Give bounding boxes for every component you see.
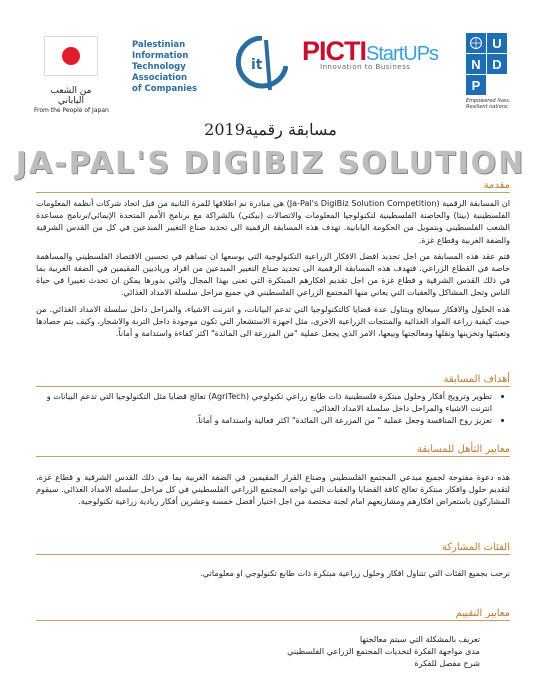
section-heading: معايير التأهل للمسابقة — [36, 444, 510, 457]
categories-paragraph: نرحب بجميع الفئات التي تتناول افكار وحلول زراعية مبتكرة ذات طابع تكنولوجي او معلوماتي. — [200, 568, 510, 578]
section-heading: مقدمة — [36, 180, 510, 193]
evaluation-section — [36, 608, 510, 670]
undp-tagline: Empowered lives. Resilient nations. — [466, 98, 511, 110]
picti-tagline: Innovation to Business — [320, 63, 411, 71]
goal-item: • تطوير وترويج أفكار وحلول مبتكرة فلسطينية ذات طابع زراعي تكنولوجي (AgriTech) تعالج قضايا مثل التكنولوجيا التي تدعم البيانات و انترنت الاشياء والمراحل داخل سلسلة الامداد الغذائي. — [36, 390, 492, 414]
japan-flag-icon — [44, 36, 98, 76]
pita-line: Association — [132, 73, 188, 83]
undp-letter: P — [466, 75, 486, 95]
un-emblem-icon — [466, 33, 486, 53]
undp-letter: N — [466, 54, 486, 74]
section-heading: معايير التقييم — [36, 608, 510, 621]
pita-line: Technology — [132, 62, 186, 72]
pita-logo-text — [132, 40, 197, 95]
undp-letter: D — [487, 54, 507, 74]
section-heading: أهداف المسابقة — [36, 374, 510, 387]
japan-logo-english: From the People of Japan — [34, 107, 109, 114]
japan-logo-arabic: من الشعب الياباني — [50, 86, 92, 106]
competition-title: مسابقة رقمية2019 — [204, 120, 337, 139]
criteria-item: شرح مفصل للفكرة — [414, 658, 480, 669]
undp-logo — [466, 33, 511, 110]
eligibility-paragraph: هذه دعوة مفتوحة لجميع مبدعي المجتمع الفلسطيني وصناع القرار المقيمين في الضفة الغربية بما في ذلك القدس الشرقية و قطاع غزة، لتقديم حلول وافكار مبتكرة تعالج كافة القضايا والعقبات التي تواجه المجتمع الزراعي الفلسطيني في كل مراحل سلسلة الامداد الغذائي. سيقوم المشاركون باستعراض افكارهم ومشاريعهم امام لجنة مختصة من اجل اختيار أفضل خمسة وعشرين أفكار ريادية زراعية تكنولوجية. — [36, 472, 510, 507]
goal-item: • تعزيز روح المنافسة وجعل عملية " من المزرعة الى المائدة" اكثر فعالية واستدامة و أماناً. — [36, 414, 492, 426]
picti-startups: StartUPs — [366, 43, 439, 65]
logo-bar — [0, 0, 541, 130]
pita-badge-text: it — [251, 57, 263, 73]
competition-banner: JA-PAL'S DIGIBIZ SOLUTION — [15, 146, 526, 181]
categories-section — [36, 542, 510, 579]
picti-logo — [302, 36, 450, 86]
eligibility-section — [36, 444, 510, 508]
pita-line: Palestinian — [132, 40, 186, 50]
intro-paragraph: هذه الحلول والافكار سيعالج ويتناول عدة قضايا كالتكنولوجيا التي تدعم البيانات، و انترنت الاشياء، والمراحل داخل سلسلة الامداد الغذائي. من حيث كيفية زراعة المواد الغذائية والمنتجات الزراعية الاخرى، مثل اجهزة الاستشعار التي تكون موجودة داخل التربة والاشجار، وكيف يتم حصادها وتعبئتها وتخزينها ونقلها ومعالجتها وبيعها، الامر الذي يجعل عملية "من المزرعة الى المائدة" اكثر كفاءة واستدامة و أماناً. — [36, 303, 510, 339]
japan-aid-logo — [34, 36, 109, 114]
intro-section — [36, 180, 510, 339]
pita-line: of Companies — [132, 84, 198, 94]
picti-brand: PICTI — [302, 36, 367, 66]
criteria-item: مدى مواجهة الفكرة لتحديات المجتمع الزراعي الفلسطيني — [287, 646, 480, 657]
intro-paragraph: فتم عقد هذه المسابقة من اجل تحديد افضل الافكار الزراعية التكنولوجية التي بوسعها ان تساهم في تحسين الاقتصاد الفلسطيني والمساهمة خاصة في القطاع الزراعي. فتهدف هذه المسابقة الرقمية الى تحديد صناع التغيير المبدعين من افراد ورياديين المقيمين في الضفة الغربية بما في ذلك القدس الشرقية و قطاع غزة من اجل تقديم افكارهم المبتكرة التي تعنى بهذا المجال والتي بدورها يمكن ان تحدث تغييرا في حياة الناس وتحل المشاكل والعقبات التي يعاني منها المجتمع الزراعي الفلسطيني في جميع مراحل سلسلة الامداد الغذائي. — [36, 250, 510, 298]
pita-emblem-icon — [236, 36, 288, 92]
goals-section — [36, 374, 510, 427]
intro-paragraph: ان المسابقة الرقمية (Ja-Pal's DigiBiz Solution Competition) هي مبادرة تم اطلاقها للمرة الثانية من قبل اتحاد شركات أنظمة المعلومات الفلسطينية (بيتا) والحاضنة الفلسطينية لتكنولوجيا المعلومات والاتصالات (بيكتي) بالشراكة مع برنامج الأمم المتحدة الإنمائي/برنامج مساعدة الشعب الفلسطيني وبتمويل من الحكومة اليابانية. تهدف هذه المسابقة الرقمية الى تحديد صناع التغيير المبدعين في كل من القدس الشرقية والضفة الغربية وقطاع غزة. — [36, 198, 510, 245]
criteria-item: تعريف بالمشكلة التي سيتم معالجتها — [359, 634, 480, 644]
undp-letter: U — [487, 33, 507, 53]
pita-logo — [132, 36, 284, 98]
pita-line: Information — [132, 51, 189, 61]
section-heading: الفئات المشاركة — [36, 542, 510, 555]
